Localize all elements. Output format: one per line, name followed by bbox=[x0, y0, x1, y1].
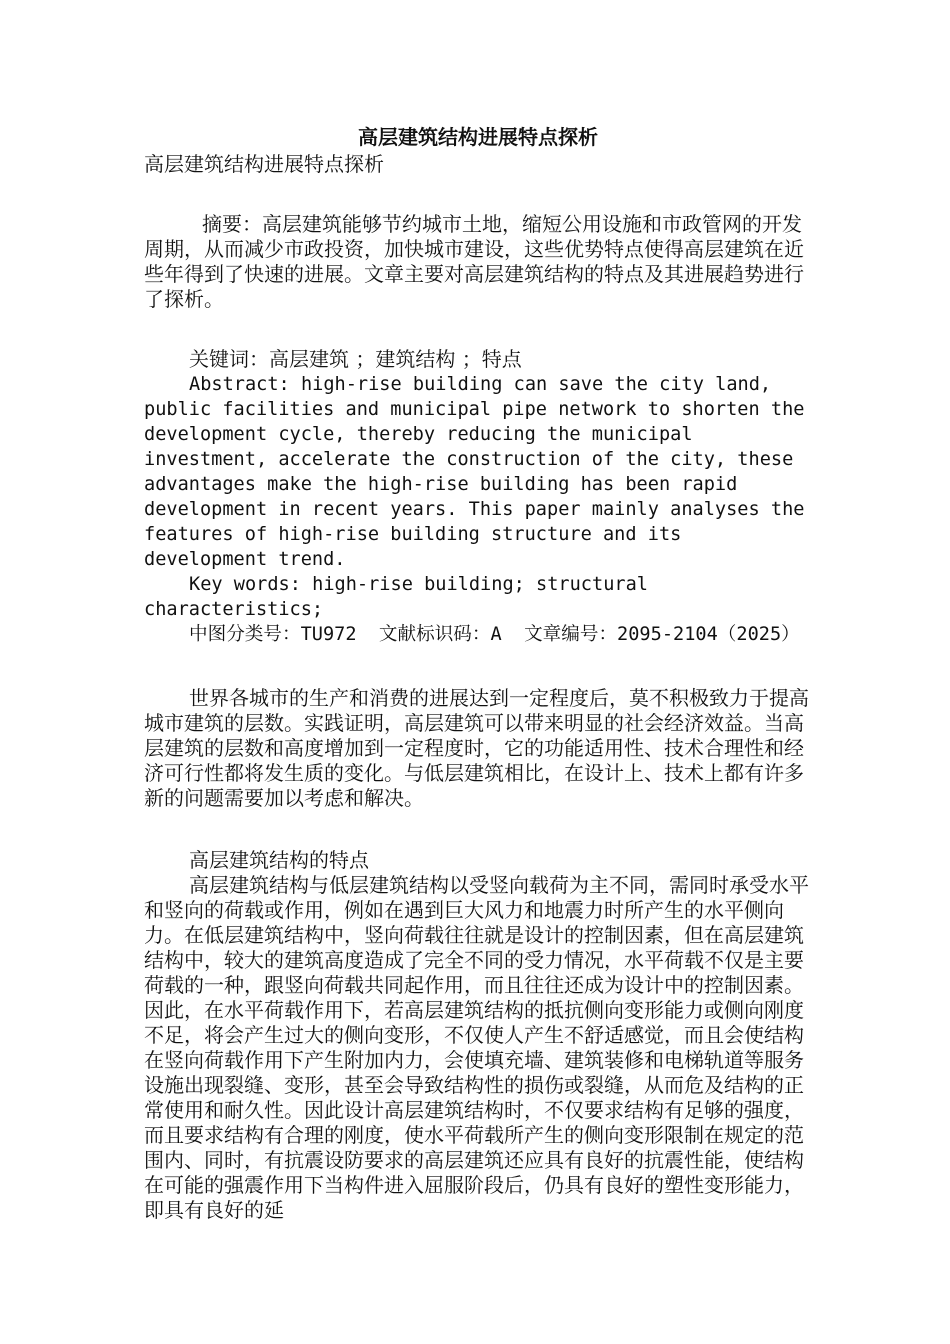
section-body: 高层建筑结构与低层建筑结构以受竖向载荷为主不同，需同时承受水平和竖向的荷载或作用，例如在遇到巨大风力和地震力时所产生的水平侧向力。在低层建筑结构中，竖向荷载往往就是设计的控制因素，但在高层建筑结构中，较大的建筑高度造成了完全不同的受力情况，水平荷载不仅是主要荷载的一种，跟竖向荷载共同起作用，而且往往还成为设计中的控制因素。因此，在水平荷载作用下，若高层建筑结构的抵抗侧向变形能力或侧向刚度不足，将会产生过大的侧向变形，不仅使人产生不舒适感觉，而且会使结构在竖向荷载作用下产生附加内力，会使填充墙、建筑装修和电梯轨道等服务设施出现裂缝、变形，甚至会导致结构性的损伤或裂缝，从而危及结构的正常使用和耐久性。因此设计高层建筑结构时，不仅要求结构有足够的强度，而且要求结构有合理的刚度，使水平荷载所产生的侧向变形限制在规定的范围内、同时，有抗震设防要求的高层建筑还应具有良好的抗震性能，使结构在可能的强震作用下当构件进入屈服阶段后，仍具有良好的塑性变形能力，即具有良好的延 bbox=[144, 873, 809, 1222]
abstract-chinese: 摘要：高层建筑能够节约城市土地，缩短公用设施和市政管网的开发周期，从而减少市政投资，加快城市建设，这些优势特点使得高层建筑在近些年得到了快速的进展。文章主要对高层建筑结构的特点及其进展趋势进行了探析。 bbox=[144, 212, 804, 311]
document-title: 高层建筑结构进展特点探析 bbox=[358, 125, 598, 149]
spacer bbox=[144, 312, 812, 337]
spacer bbox=[144, 647, 812, 672]
abstract-english: Abstract: high-rise building can save the city land, public facilities and municipal pipe network to shorten the development cycle, thereby reducing the municipal investment, accelerate the construction of the city, these advantages make the high-rise building has been rapid development in recent years. This paper mainly analyses the features of high-rise building structure and its development trend. bbox=[144, 374, 816, 570]
text-column bbox=[144, 122, 816, 1223]
intro-paragraph: 世界各城市的生产和消费的进展达到一定程度后，莫不积极致力于提高城市建筑的层数。实践证明，高层建筑可以带来明显的社会经济效益。当高层建筑的层数和高度增加到一定程度时，它的功能适用性、技术合理性和经济可行性都将发生质的变化。与低层建筑相比，在设计上、技术上都有许多新的问题需要加以考虑和解决。 bbox=[144, 686, 809, 810]
keywords-chinese: 关键词：高层建筑 ；建筑结构 ；特点 bbox=[189, 347, 522, 371]
document-subtitle: 高层建筑结构进展特点探析 bbox=[144, 152, 384, 176]
classification-line: 中图分类号：TU972 文献标识码：A 文章编号：2095-2104（2025） bbox=[189, 624, 800, 645]
section-heading: 高层建筑结构的特点 bbox=[189, 848, 369, 872]
spacer bbox=[144, 177, 812, 202]
keywords-english: Key words: high-rise building; structural characteristics; bbox=[144, 574, 660, 620]
spacer bbox=[144, 811, 812, 836]
